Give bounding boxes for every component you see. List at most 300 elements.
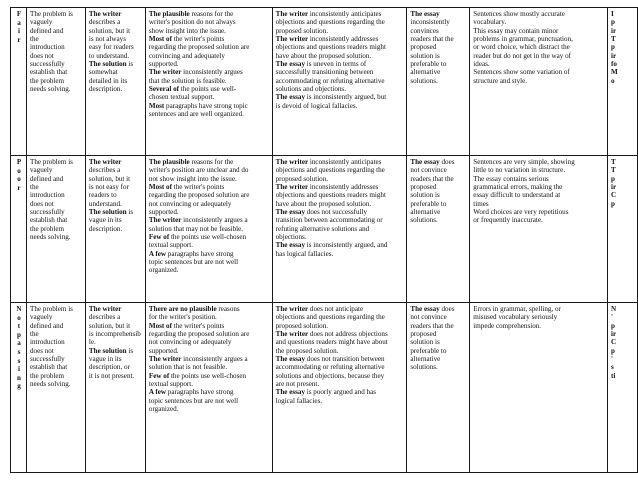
cell-line [149, 258, 270, 266]
level-letter: i [18, 27, 20, 36]
cell-line [149, 52, 270, 60]
cell-line: o [611, 76, 615, 85]
cell-line [276, 216, 405, 224]
bold-phrase: A few [148, 388, 167, 397]
plain-phrase: alternative [410, 208, 441, 217]
conviction-cell [407, 156, 470, 303]
cell-line [149, 388, 270, 396]
cell-line: T [611, 166, 616, 175]
plain-phrase: is devoid of logical fallacies. [275, 101, 358, 110]
bold-phrase: The writer [275, 158, 309, 166]
plain-phrase: objections and questions regarding the [275, 18, 385, 27]
cell-line: successfully [29, 208, 65, 217]
bold-phrase: The essay [410, 10, 440, 18]
plain-phrase: does not address objections [308, 330, 388, 339]
plain-phrase: to understand. [88, 51, 130, 60]
plain-phrase: writer's position do not always [148, 18, 236, 27]
cell-line: reader but do not get in the way of [473, 51, 572, 60]
cell-line [89, 305, 143, 313]
cell-line [149, 175, 270, 183]
plain-phrase: and questions readers might have about [275, 338, 388, 347]
plain-phrase: proposed [410, 43, 437, 52]
cell-line: needs solving. [29, 85, 71, 94]
level-letter: F [16, 10, 22, 18]
cell-line: vaguely [29, 18, 53, 27]
plain-phrase: the writer's points [171, 321, 225, 330]
bold-phrase: Most [148, 101, 165, 110]
cell-line [149, 241, 270, 249]
bold-phrase: The writer [88, 10, 122, 18]
cell-line [149, 363, 270, 371]
cell-line: little to no variation in structure. [473, 166, 566, 175]
plain-phrase: objections and questions readers might [275, 43, 386, 52]
cell-line [89, 27, 143, 35]
cell-line [149, 372, 270, 380]
cell-line [276, 183, 405, 191]
cell-line: establish that [29, 68, 68, 77]
cell-line: fo [611, 60, 617, 69]
bold-phrase: The solution [88, 60, 127, 69]
cell-line: C [611, 191, 617, 200]
bold-phrase: The writer [275, 183, 309, 192]
bold-phrase: The essay [410, 158, 440, 166]
conviction-cell [407, 303, 470, 473]
level-letter: i [18, 365, 20, 374]
cell-line [276, 68, 405, 76]
cell-line [89, 191, 143, 199]
cell-line: the problem [29, 76, 65, 85]
plain-phrase: inconsistently argues a [181, 355, 248, 364]
plain-phrase: is poorly argued and has [305, 388, 376, 397]
bold-phrase: Most of [148, 321, 172, 330]
cell-line [149, 216, 270, 224]
bold-phrase: The essay [275, 93, 305, 102]
cell-line: Sentences are very simple, showing [473, 158, 575, 166]
cutoff-cell [608, 8, 638, 156]
plain-phrase: the proposed solution. [275, 346, 339, 355]
cell-line [89, 183, 143, 191]
plain-phrase: paragraphs have strong topic [164, 101, 248, 110]
plain-phrase: inconsistently anticipates [308, 158, 382, 166]
plain-phrase: solution that is not feasible. [148, 363, 228, 372]
cell-line [149, 191, 270, 199]
cell-line: Sentences show some variation of [473, 68, 570, 77]
cell-line [89, 10, 143, 18]
level-label [11, 156, 27, 303]
cell-line: Word choices are very repetitious [473, 208, 569, 217]
cell-line [276, 85, 405, 93]
cell-line [149, 18, 270, 26]
bold-phrase: The solution [88, 346, 127, 355]
plain-phrase: textual support. [148, 380, 194, 389]
cell-line: grammatical errors, making the [473, 183, 563, 192]
cell-line: vaguely [29, 313, 53, 322]
cutoff-cell [608, 156, 638, 303]
cell-line [149, 225, 270, 233]
cell-line: M [611, 68, 618, 77]
plain-phrase: transition between accommodating or [275, 216, 383, 225]
cell-line: introduction [29, 338, 65, 347]
cell-line [89, 52, 143, 60]
plain-phrase: inconsistently [410, 18, 450, 27]
row-poor [11, 156, 638, 303]
cell-line [276, 322, 405, 330]
cell-line [276, 388, 405, 396]
cell-line [89, 200, 143, 208]
cell-line [410, 52, 467, 60]
cell-line [149, 250, 270, 258]
bold-phrase: The writer [275, 10, 309, 18]
bold-phrase: Most of [148, 183, 172, 192]
cell-line: C [611, 338, 617, 347]
plain-phrase: solutions and objections, because they [275, 371, 385, 380]
plain-phrase: describes a [88, 18, 121, 27]
cell-line: impede comprehension. [473, 321, 542, 330]
cell-line [410, 191, 467, 199]
plain-phrase: is [126, 60, 134, 69]
cell-line: the [29, 330, 39, 339]
plain-phrase: are not present. [275, 380, 320, 389]
cell-line: structure and style. [473, 76, 528, 85]
cell-line [276, 347, 405, 355]
cell-line [89, 35, 143, 43]
plain-phrase: supported. [148, 60, 179, 69]
plain-phrase: preferable to [410, 346, 447, 355]
plain-phrase: preferable to [410, 60, 447, 69]
cell-line [410, 27, 467, 35]
plain-phrase: is inconsistently argued, and [305, 241, 388, 250]
plain-phrase: show insight into the issue. [148, 26, 226, 35]
plain-phrase: vague in its [88, 216, 122, 225]
level-label [11, 303, 27, 473]
cell-line [276, 93, 405, 101]
cell-line [149, 27, 270, 35]
level-letter: n [17, 373, 21, 382]
cell-line: I [611, 10, 614, 18]
level-letter: o [17, 175, 21, 184]
cell-line [89, 175, 143, 183]
plain-phrase: regarding the proposed solution are [148, 191, 250, 200]
solution-cell [85, 8, 145, 156]
plain-phrase: proposed solution. [275, 26, 329, 35]
cell-line: Sentences show mostly accurate [473, 10, 565, 18]
cell-line: ti [611, 371, 616, 380]
cell-line [89, 77, 143, 85]
plain-phrase: proposed solution. [275, 174, 329, 183]
cell-line [276, 175, 405, 183]
plain-phrase: is [126, 208, 134, 217]
plain-phrase: chosen textual support. [148, 93, 215, 102]
level-letter: s [17, 347, 21, 356]
level-letter: s [17, 356, 21, 365]
cell-line: successfully [29, 355, 65, 364]
plain-phrase: convincing and adequately [148, 51, 225, 60]
bold-phrase: Few of [148, 233, 170, 242]
cell-line [410, 305, 467, 313]
cell-line [276, 355, 405, 363]
rubric-body [11, 8, 638, 473]
cell-line [276, 52, 405, 60]
cell-line [410, 175, 467, 183]
cell-line [276, 35, 405, 43]
cell-line [149, 183, 270, 191]
cell-line: the problem [29, 224, 65, 233]
cell-line: the [29, 35, 39, 44]
plain-phrase: have about the proposed solution. [275, 51, 372, 60]
cell-line [149, 110, 270, 118]
cell-line [89, 43, 143, 51]
cell-line [276, 338, 405, 346]
cell-line [149, 200, 270, 208]
cell-line: or word choice, which distract the [473, 43, 570, 52]
cell-line: defined and [29, 26, 64, 35]
cell-line: establish that [29, 216, 68, 225]
cell-line: defined and [29, 174, 64, 183]
cell-line [89, 68, 143, 76]
level-letter: t [17, 322, 21, 331]
cell-line: problems in grammar, punctuation, [473, 35, 573, 44]
cell-line [149, 338, 270, 346]
plain-phrase: objections and questions readers might [275, 191, 386, 200]
plain-phrase: readers to [88, 191, 117, 200]
cell-line [410, 355, 467, 363]
language-cell [470, 8, 608, 156]
plain-phrase: inconsistently addresses [308, 35, 379, 44]
cell-line: The problem is [29, 10, 73, 18]
language-cell [470, 303, 608, 473]
cell-line: ' [611, 313, 613, 322]
cell-line [276, 191, 405, 199]
cell-line [276, 397, 405, 405]
cell-line [149, 43, 270, 51]
plain-phrase: paragraphs have strong [166, 249, 234, 258]
level-letter: o [17, 166, 21, 175]
cell-line: introduction [29, 191, 65, 200]
plain-phrase: does not successfully [305, 208, 368, 217]
plain-phrase: solution, but it [88, 26, 131, 35]
cell-line: essay difficult to understand at [473, 191, 561, 200]
cell-line: This essay may contain minor [473, 26, 559, 35]
plain-phrase: solution is [410, 51, 440, 60]
cell-line: ' [611, 355, 613, 364]
cell-line: introduction [29, 43, 65, 52]
plain-phrase: is not easy for [88, 183, 129, 192]
cell-line [89, 158, 143, 166]
plain-phrase: is incomprehensib [88, 330, 141, 339]
cell-line: T [611, 158, 616, 166]
bold-phrase: The solution [88, 208, 127, 217]
bold-phrase: The essay [275, 208, 305, 217]
cell-line: does not [29, 51, 54, 60]
cell-line [89, 363, 143, 371]
plain-phrase: is [126, 346, 134, 355]
cell-line: needs solving. [29, 233, 71, 242]
cell-line [89, 18, 143, 26]
cell-line [410, 166, 467, 174]
level-letter: N [16, 305, 22, 313]
cell-line [89, 313, 143, 321]
cell-line [276, 380, 405, 388]
cell-line [410, 68, 467, 76]
bold-phrase: The writer [148, 216, 182, 225]
plain-phrase: convinces [410, 26, 439, 35]
plain-phrase: solutions. [410, 216, 438, 225]
cell-line [276, 27, 405, 35]
cell-line: ir [611, 183, 617, 192]
bold-phrase: Few of [148, 371, 170, 380]
reasons-cell [145, 8, 272, 156]
cell-line: ideas. [473, 60, 490, 69]
cell-line [410, 330, 467, 338]
cell-line [89, 60, 143, 68]
level-letter: r [17, 183, 21, 192]
cell-line [89, 166, 143, 174]
level-letter: p [17, 330, 21, 339]
plain-phrase: the points use well-chosen [169, 371, 247, 380]
plain-phrase: easy for readers [88, 43, 134, 52]
problem-cell [26, 156, 85, 303]
cell-line [276, 233, 405, 241]
cell-line: times [473, 199, 489, 208]
cell-line [89, 85, 143, 93]
plain-phrase: not show insight into the issue. [148, 174, 237, 183]
cell-line [276, 313, 405, 321]
cell-line: the problem [29, 371, 65, 380]
plain-phrase: objections. [275, 233, 307, 242]
plain-phrase: the points use well- [179, 85, 237, 94]
cell-line [149, 85, 270, 93]
plain-phrase: readers that the [410, 174, 454, 183]
cell-line [276, 363, 405, 371]
cutoff-cell [608, 303, 638, 473]
plain-phrase: reasons [216, 305, 240, 313]
cell-line [149, 60, 270, 68]
bold-phrase: The writer [275, 330, 309, 339]
cell-line [149, 313, 270, 321]
cell-line: p [611, 18, 615, 27]
plain-phrase: does [439, 305, 455, 313]
cell-line: does not [29, 199, 54, 208]
rubric-table [10, 7, 638, 473]
plain-phrase: accommodating or refuting alternative [275, 76, 385, 85]
bold-phrase: The writer [88, 158, 122, 166]
cell-line [89, 372, 143, 380]
cell-line [410, 158, 467, 166]
cell-line [149, 347, 270, 355]
plain-phrase: solutions. [410, 76, 438, 85]
cell-line [89, 355, 143, 363]
plain-phrase: understand. [88, 199, 122, 208]
plain-phrase: regarding the proposed solution are [148, 330, 250, 339]
plain-phrase: topic sentences but are not well [148, 396, 239, 405]
cell-line [276, 43, 405, 51]
cell-line [410, 18, 467, 26]
plain-phrase: have about the proposed solution. [275, 199, 372, 208]
level-label [11, 8, 27, 156]
plain-phrase: topic sentences but are not well [148, 258, 239, 267]
bold-phrase: The writer [148, 68, 182, 77]
bold-phrase: The plausible [148, 158, 190, 166]
plain-phrase: readers that the [410, 321, 454, 330]
plain-phrase: solutions and objections. [275, 85, 346, 94]
plain-phrase: textual support. [148, 241, 194, 250]
bold-phrase: The plausible [148, 10, 190, 18]
plain-phrase: does not transition between [305, 355, 385, 364]
plain-phrase: inconsistently anticipates [308, 10, 382, 18]
plain-phrase: is not always [88, 35, 126, 44]
row-fair [11, 8, 638, 156]
cell-line [149, 266, 270, 274]
cell-line [149, 355, 270, 363]
problem-cell [26, 8, 85, 156]
cell-line: ir [611, 51, 617, 60]
language-cell [470, 156, 608, 303]
plain-phrase: paragraphs have strong [166, 388, 234, 397]
plain-phrase: refuting alternative solutions and [275, 224, 370, 233]
cell-line: The problem is [29, 158, 73, 166]
cell-line: p [611, 174, 615, 183]
cell-line [276, 10, 405, 18]
cell-line [89, 338, 143, 346]
bold-phrase: The essay [410, 305, 440, 313]
cell-line: p [611, 199, 615, 208]
cell-line [410, 43, 467, 51]
cell-line: The essay contains serious [473, 174, 549, 183]
bold-phrase: The essay [275, 60, 305, 69]
cell-line: the [29, 183, 39, 192]
plain-phrase: not convincing or adequately [148, 199, 232, 208]
plain-phrase: the writer's points [171, 35, 225, 44]
cell-line: vaguely [29, 166, 53, 175]
plain-phrase: alternative [410, 68, 441, 77]
plain-phrase: solution that may not be feasible. [148, 224, 244, 233]
plain-phrase: organized. [148, 405, 179, 414]
cell-line [149, 35, 270, 43]
reasons-cell [145, 156, 272, 303]
plain-phrase: proposed [410, 183, 437, 192]
cell-line [276, 200, 405, 208]
cell-line: successfully [29, 60, 65, 69]
plain-phrase: objections and questions regarding the [275, 313, 385, 322]
plain-phrase: describes a [88, 166, 121, 175]
plain-phrase: description, or [88, 363, 130, 372]
cell-line [410, 338, 467, 346]
cell-line [276, 208, 405, 216]
plain-phrase: description. [88, 85, 123, 94]
bold-phrase: The writer [275, 305, 309, 313]
cell-line [276, 372, 405, 380]
conviction-cell [407, 8, 470, 156]
cell-line [410, 216, 467, 224]
cell-line: p [611, 346, 615, 355]
cell-line [410, 200, 467, 208]
cell-line: N [611, 305, 617, 313]
cell-line: misused vocabulary seriously [473, 313, 558, 322]
plain-phrase: for the writer's position. [148, 313, 217, 322]
level-letter: o [17, 313, 21, 322]
plain-phrase: logical fallacies. [275, 396, 323, 405]
plain-phrase: le. [88, 338, 96, 347]
objections-cell [272, 8, 407, 156]
plain-phrase: reasons for the [189, 158, 234, 166]
plain-phrase: inconsistently addresses [308, 183, 379, 192]
cell-line: s [611, 363, 614, 372]
bold-phrase: The writer [88, 305, 122, 313]
cell-line [149, 93, 270, 101]
cell-line [276, 250, 405, 258]
plain-phrase: proposed solution. [275, 321, 329, 330]
cell-line [149, 305, 270, 313]
